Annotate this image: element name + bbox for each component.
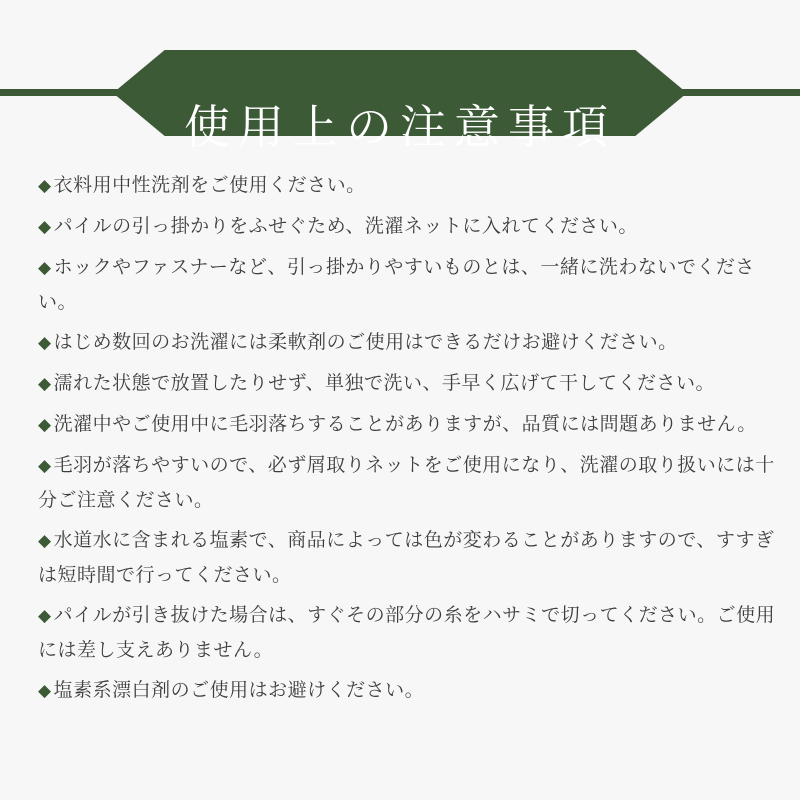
note-item (38, 168, 778, 203)
note-item (38, 448, 778, 517)
note-item (38, 325, 778, 360)
note-item (38, 209, 778, 244)
note-item (38, 673, 778, 708)
note-text: 洗濯中やご使用中に毛羽落ちすることがありますが、品質には問題ありません。 (53, 413, 757, 435)
note-item (38, 407, 778, 442)
note-text: 衣料用中性洗剤をご使用ください。 (53, 174, 366, 196)
diamond-bullet-icon: ◆ (38, 415, 52, 435)
diamond-bullet-icon: ◆ (38, 606, 52, 626)
note-item (38, 366, 778, 401)
note-item (38, 250, 778, 319)
diamond-bullet-icon: ◆ (38, 176, 52, 196)
note-text: 濡れた状態で放置したりせず、単独で洗い、手早く広げて干してください。 (53, 372, 716, 394)
note-text: 塩素系漂白剤のご使用はお避けください。 (53, 679, 425, 701)
notes-list (38, 168, 778, 714)
note-text: パイルの引っ掛かりをふせぐため、洗濯ネットに入れてください。 (53, 215, 638, 237)
diamond-bullet-icon: ◆ (38, 456, 52, 476)
note-text: パイルが引き抜けた場合は、すぐその部分の糸をハサミで切ってください。ご使用には差し支えありません。 (38, 604, 776, 661)
diamond-bullet-icon: ◆ (38, 531, 52, 551)
note-text: 毛羽が落ちやすいので、必ず屑取りネットをご使用になり、洗濯の取り扱いには十分ご注意ください。 (38, 454, 775, 511)
page-title: 使用上の注意事項 (184, 99, 616, 154)
note-text: はじめ数回のお洗濯には柔軟剤のご使用はできるだけお避けください。 (53, 331, 678, 353)
diamond-bullet-icon: ◆ (38, 374, 52, 394)
note-item (38, 523, 778, 592)
diamond-bullet-icon: ◆ (38, 333, 52, 353)
note-text: 水道水に含まれる塩素で、商品によっては色が変わることがありますので、すすぎは短時間で行ってください。 (38, 529, 775, 586)
note-item (38, 598, 778, 667)
diamond-bullet-icon: ◆ (38, 217, 52, 237)
diamond-bullet-icon: ◆ (38, 258, 52, 278)
diamond-bullet-icon: ◆ (38, 681, 52, 701)
note-text: ホックやファスナーなど、引っ掛かりやすいものとは、一緒に洗わないでください。 (38, 256, 755, 313)
